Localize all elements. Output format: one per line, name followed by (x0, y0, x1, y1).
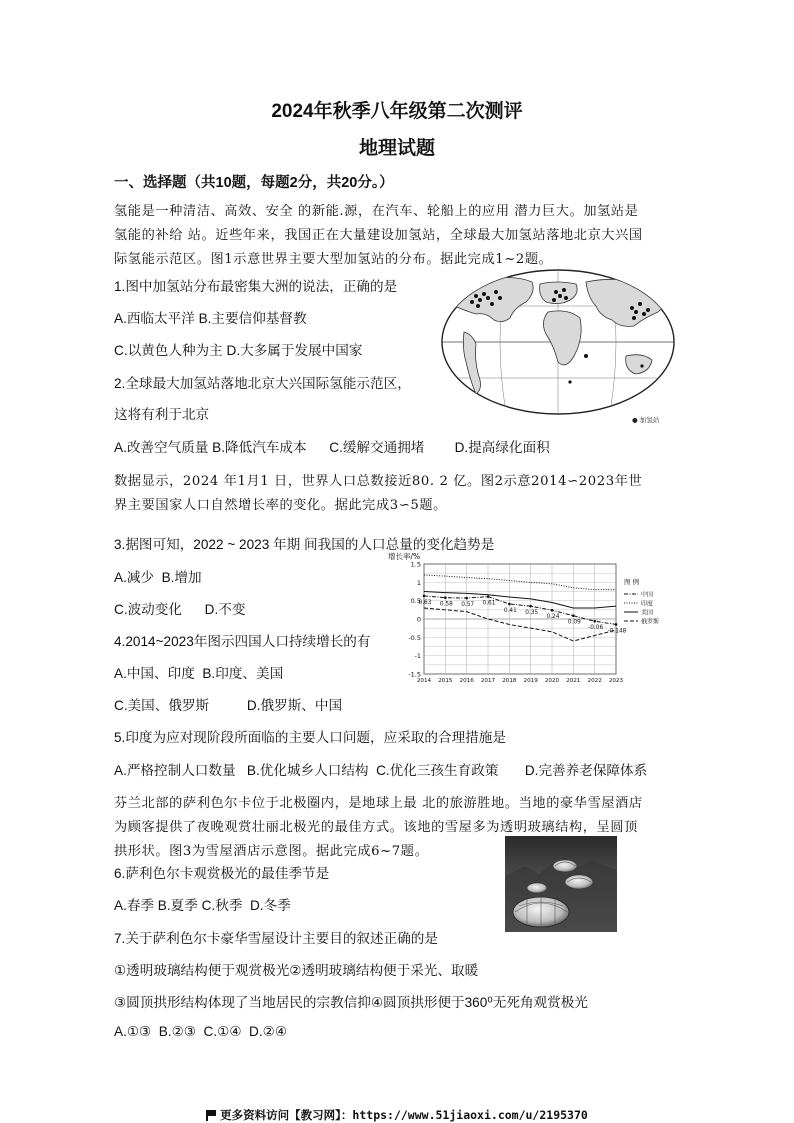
passage-line: 拱形状。图3为雪屋酒店示意图。据此完成6~7题。 (114, 844, 429, 859)
y-tick-label: 1 (416, 578, 421, 587)
igloo-hotel-photo (505, 836, 617, 932)
y-tick-label: -1.5 (408, 670, 421, 679)
x-tick-label: 2014 (416, 678, 432, 684)
x-tick-label: 2016 (459, 678, 474, 684)
data-point (444, 596, 447, 599)
data-label: 0.09 (567, 619, 581, 626)
data-point (508, 603, 511, 606)
question-2-options: A.改善空气质量 B.降低汽车成本 C.缓解交通拥堵 D.提高绿化面积 (114, 440, 550, 455)
question-3-options-row1: A.减少 B.增加 (114, 570, 202, 585)
legend-label: 中国 (641, 591, 654, 599)
question-1-options-row2: C.以黄色人种为主 D.大多属于发展中国家 (114, 343, 363, 358)
passage-line: 芬兰北部的萨利色尔卡位于北极圈内，是地球上最 北的旅游胜地。当地的豪华雪屋酒店 (114, 796, 643, 811)
world-map-figure (436, 262, 680, 426)
igloo-illustration (505, 836, 617, 932)
exam-title: 2024年秋季八年级第二次测评 (271, 101, 523, 122)
data-point (487, 595, 490, 598)
question-3-stem: 3.据图可知，2022 ~ 2023 年期 间我国的人口总量的变化趋势是 (114, 537, 495, 552)
passage-line: 氢能的补给 站。近些年来，我国正在大量建设加氢站，全球最大加氢站落地北京大兴国 (114, 228, 643, 243)
footer-link-text[interactable]: 更多资料访问【教习网】：https://www.51jiaoxi.com/u/2195370 (220, 1108, 588, 1122)
passage-line: 际氢能示范区。图1示意世界主要大型加氢站的分布。据此完成1~2题。 (114, 252, 553, 267)
data-label: 0.41 (503, 607, 517, 614)
data-point (465, 597, 468, 600)
chart-ylabel: 增长率/% (388, 552, 421, 561)
question-3-options-row2: C.波动变化 D.不变 (114, 602, 246, 617)
world-map (436, 262, 680, 426)
x-tick-label: 2021 (566, 678, 581, 684)
y-tick-label: 0 (416, 615, 421, 624)
section-heading: 一、选择题（共10题，每题2分，共20分。） (114, 175, 394, 191)
x-tick-label: 2022 (587, 678, 602, 684)
question-4-stem: 4.2014~2023年图示四国人口持续增长的有 (114, 634, 371, 649)
passage-2 (114, 470, 684, 518)
series-line-中国 (424, 596, 616, 625)
question-7-options: A.①③ B.②③ C.①④ D.②④ (114, 1024, 288, 1039)
question-1-options-row1: A.西临太平洋 B.主要信仰基督教 (114, 311, 307, 326)
data-point (593, 620, 596, 623)
line-chart (384, 550, 684, 690)
data-point (572, 614, 575, 617)
exam-subtitle: 地理试题 (358, 138, 435, 159)
data-label: 0.35 (525, 610, 539, 617)
question-7-statements-2: ③圆顶拱形结构体现了当地居民的宗教信抑④圆顶拱形便于360⁰无死角观赏极光 (114, 995, 588, 1010)
legend-title: 图 例 (624, 578, 640, 586)
passage-line: 界主要国家人口自然增长率的变化。据此完成3∽5题。 (114, 498, 447, 513)
data-label: -0.06 (588, 625, 604, 632)
data-label: 0.63 (418, 599, 432, 606)
x-tick-label: 2019 (523, 678, 538, 684)
data-point (615, 623, 618, 626)
question-6-options: A.春季 B.夏季 C.秋季 D.冬季 (114, 898, 291, 913)
x-tick-label: 2015 (438, 678, 453, 684)
passage-line: 数据显示，2024 年1月1 日，世界人口总数接近80. 2 亿。图2示意2014∽2023年世 (114, 474, 643, 489)
data-label: 0.58 (439, 601, 453, 608)
footer (0, 1107, 794, 1123)
data-point (551, 609, 554, 612)
legend-label: 美国 (641, 609, 654, 617)
question-6-stem: 6.萨利色尔卡观赏极光的最佳季节是 (114, 866, 330, 881)
question-5-stem: 5.印度为应对现阶段所面临的主要人口问题，应采取的合理措施是 (114, 730, 506, 745)
question-5-options: A.严格控制人口数量 B.优化城乡人口结构 C.优化三孩生育政策 D.完善养老保障体系 (114, 763, 648, 778)
question-7-stem: 7.关于萨利色尔卡豪华雪屋设计主要目的叙述正确的是 (114, 931, 438, 946)
question-4-options-row1: A.中国、印度 B.印度、美国 (114, 666, 284, 681)
map-legend: ● 加氢站 (632, 416, 660, 424)
question-7-statements-1: ①透明玻璃结构便于观赏极光②透明玻璃结构便于采光、取暖 (114, 963, 479, 978)
data-label: 0.24 (546, 614, 560, 621)
x-tick-label: 2017 (480, 678, 496, 684)
legend-label: 俄罗斯 (641, 618, 660, 626)
data-point (423, 595, 426, 598)
y-tick-label: -1 (414, 652, 421, 661)
y-tick-label: 0.5 (410, 597, 421, 606)
passage-line: 为顾客提供了夜晚观赏壮丽北极光的最佳方式。该地的雪屋多为透明玻璃结构，呈圆顶 (114, 820, 638, 835)
question-2-stem-cont: 这将有利于北京 (114, 407, 210, 422)
flag-icon (206, 1110, 216, 1120)
data-label: -0.148 (607, 628, 627, 635)
question-4-options-row2: C.美国、俄罗斯 D.俄罗斯、中国 (114, 698, 343, 713)
x-tick-label: 2018 (502, 678, 517, 684)
x-tick-label: 2020 (544, 678, 560, 684)
y-tick-label: 1.5 (410, 560, 421, 569)
x-tick-label: 2023 (608, 678, 624, 684)
question-2-stem: 2.全球最大加氢站落地北京大兴国际氢能示范区， (114, 376, 411, 391)
y-tick-label: -0.5 (408, 633, 421, 642)
data-label: 0.61 (482, 600, 496, 607)
data-point (529, 605, 532, 608)
passage-line: 氢能是一种清洁、高效、安全 的新能.源，在汽车、轮船上的应用 潜力巨大。加氢站是 (114, 204, 639, 219)
question-1-stem: 1.图中加氢站分布最密集大洲的说法，正确的是 (114, 279, 398, 294)
population-growth-chart (384, 550, 684, 690)
legend-label: 印度 (641, 600, 654, 608)
data-label: 0.57 (461, 602, 475, 609)
